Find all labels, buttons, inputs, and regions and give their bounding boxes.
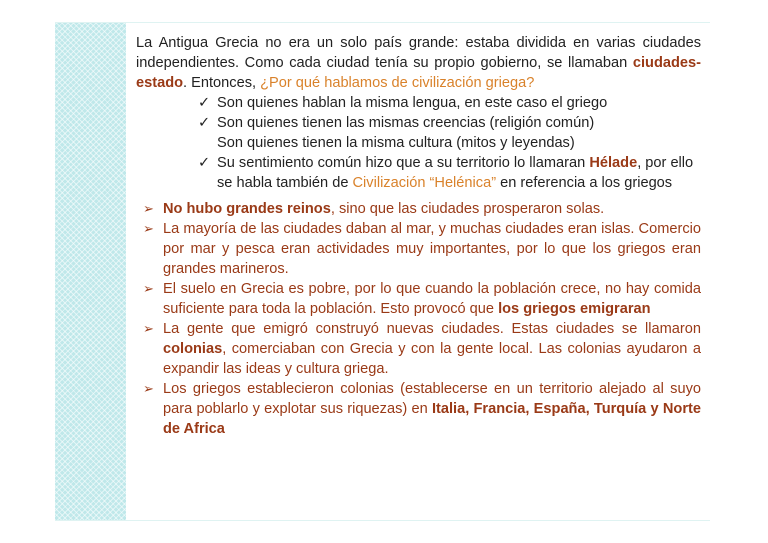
arrow-list — [143, 199, 701, 439]
bullet-text-end: , comerciaban con Grecia y con la gente local. Las colonias ayudaron a expandir las ideas y cultura griega. — [163, 341, 701, 377]
check-icon: ✓ — [198, 95, 211, 111]
decorative-stripe — [55, 23, 126, 520]
arrow-item — [143, 379, 701, 439]
intro-question: ¿Por qué hablamos de civilización griega? — [260, 75, 535, 91]
check-icon: ✓ — [198, 155, 211, 171]
check-item — [198, 113, 701, 153]
intro-text-2: . Entonces, — [183, 75, 261, 91]
bullet-text: La gente que emigró construyó nuevas ciudades. Estas ciudades se llamaron — [163, 321, 701, 337]
arrow-item — [143, 219, 701, 279]
check-text: Son quienes tienen las mismas creencias (religión común) — [217, 115, 595, 131]
check-text-mid: , por ello se habla también de — [217, 155, 694, 191]
check-text-continued: Son quienes tienen la misma cultura (mitos y leyendas) — [217, 135, 575, 151]
intro-paragraph — [136, 33, 701, 93]
arrow-bullet-icon: ➢ — [143, 201, 154, 216]
bullet-text: La mayoría de las ciudades daban al mar, y muchas ciudades eran islas. Comercio por mar y pesca eran actividades muy importantes, por lo que los griegos eran grandes marineros. — [163, 221, 701, 277]
bold-term: Italia, Francia, España, Turquía y Norte de Africa — [163, 401, 701, 437]
check-item — [198, 93, 701, 113]
checklist — [198, 93, 701, 193]
helade-term: Hélade — [589, 155, 638, 171]
bold-term: los griegos emigraran — [498, 301, 651, 317]
arrow-bullet-icon: ➢ — [143, 321, 154, 336]
arrow-item — [143, 279, 701, 319]
arrow-bullet-icon: ➢ — [143, 221, 154, 236]
helenica-term: Civilización “Helénica” — [352, 175, 497, 191]
bullet-text: , sino que las ciudades prosperaron solas. — [330, 201, 605, 217]
ciudades-estado-term: ciudades-estado — [136, 55, 701, 91]
bold-term: colonias — [163, 341, 223, 357]
arrow-bullet-icon: ➢ — [143, 381, 154, 396]
bullet-text: El suelo en Grecia es pobre, por lo que cuando la población crece, no hay comida suficiente para toda la población. Esto provocó que — [163, 281, 701, 317]
arrow-item — [143, 199, 701, 219]
check-item — [198, 153, 701, 193]
slide — [55, 22, 710, 521]
arrow-item — [143, 319, 701, 379]
arrow-bullet-icon: ➢ — [143, 281, 154, 296]
bold-term: No hubo grandes reinos — [163, 201, 331, 217]
slide-content — [136, 33, 701, 439]
intro-text: La Antigua Grecia no era un solo país grande: estaba dividida en varias ciudades independientes. Como cada ciudad tenía su propio gobierno, se llamaban — [136, 35, 701, 71]
check-text: Su sentimiento común hizo que a su territorio lo llamaran — [217, 155, 590, 171]
check-text: Son quienes hablan la misma lengua, en este caso el griego — [217, 95, 608, 111]
check-text-end: en referencia a los griegos — [496, 175, 673, 191]
check-icon: ✓ — [198, 115, 211, 131]
bullet-text: Los griegos establecieron colonias (establecerse en un territorio alejado al suyo para poblarlo y explotar sus riquezas) en — [163, 381, 701, 417]
